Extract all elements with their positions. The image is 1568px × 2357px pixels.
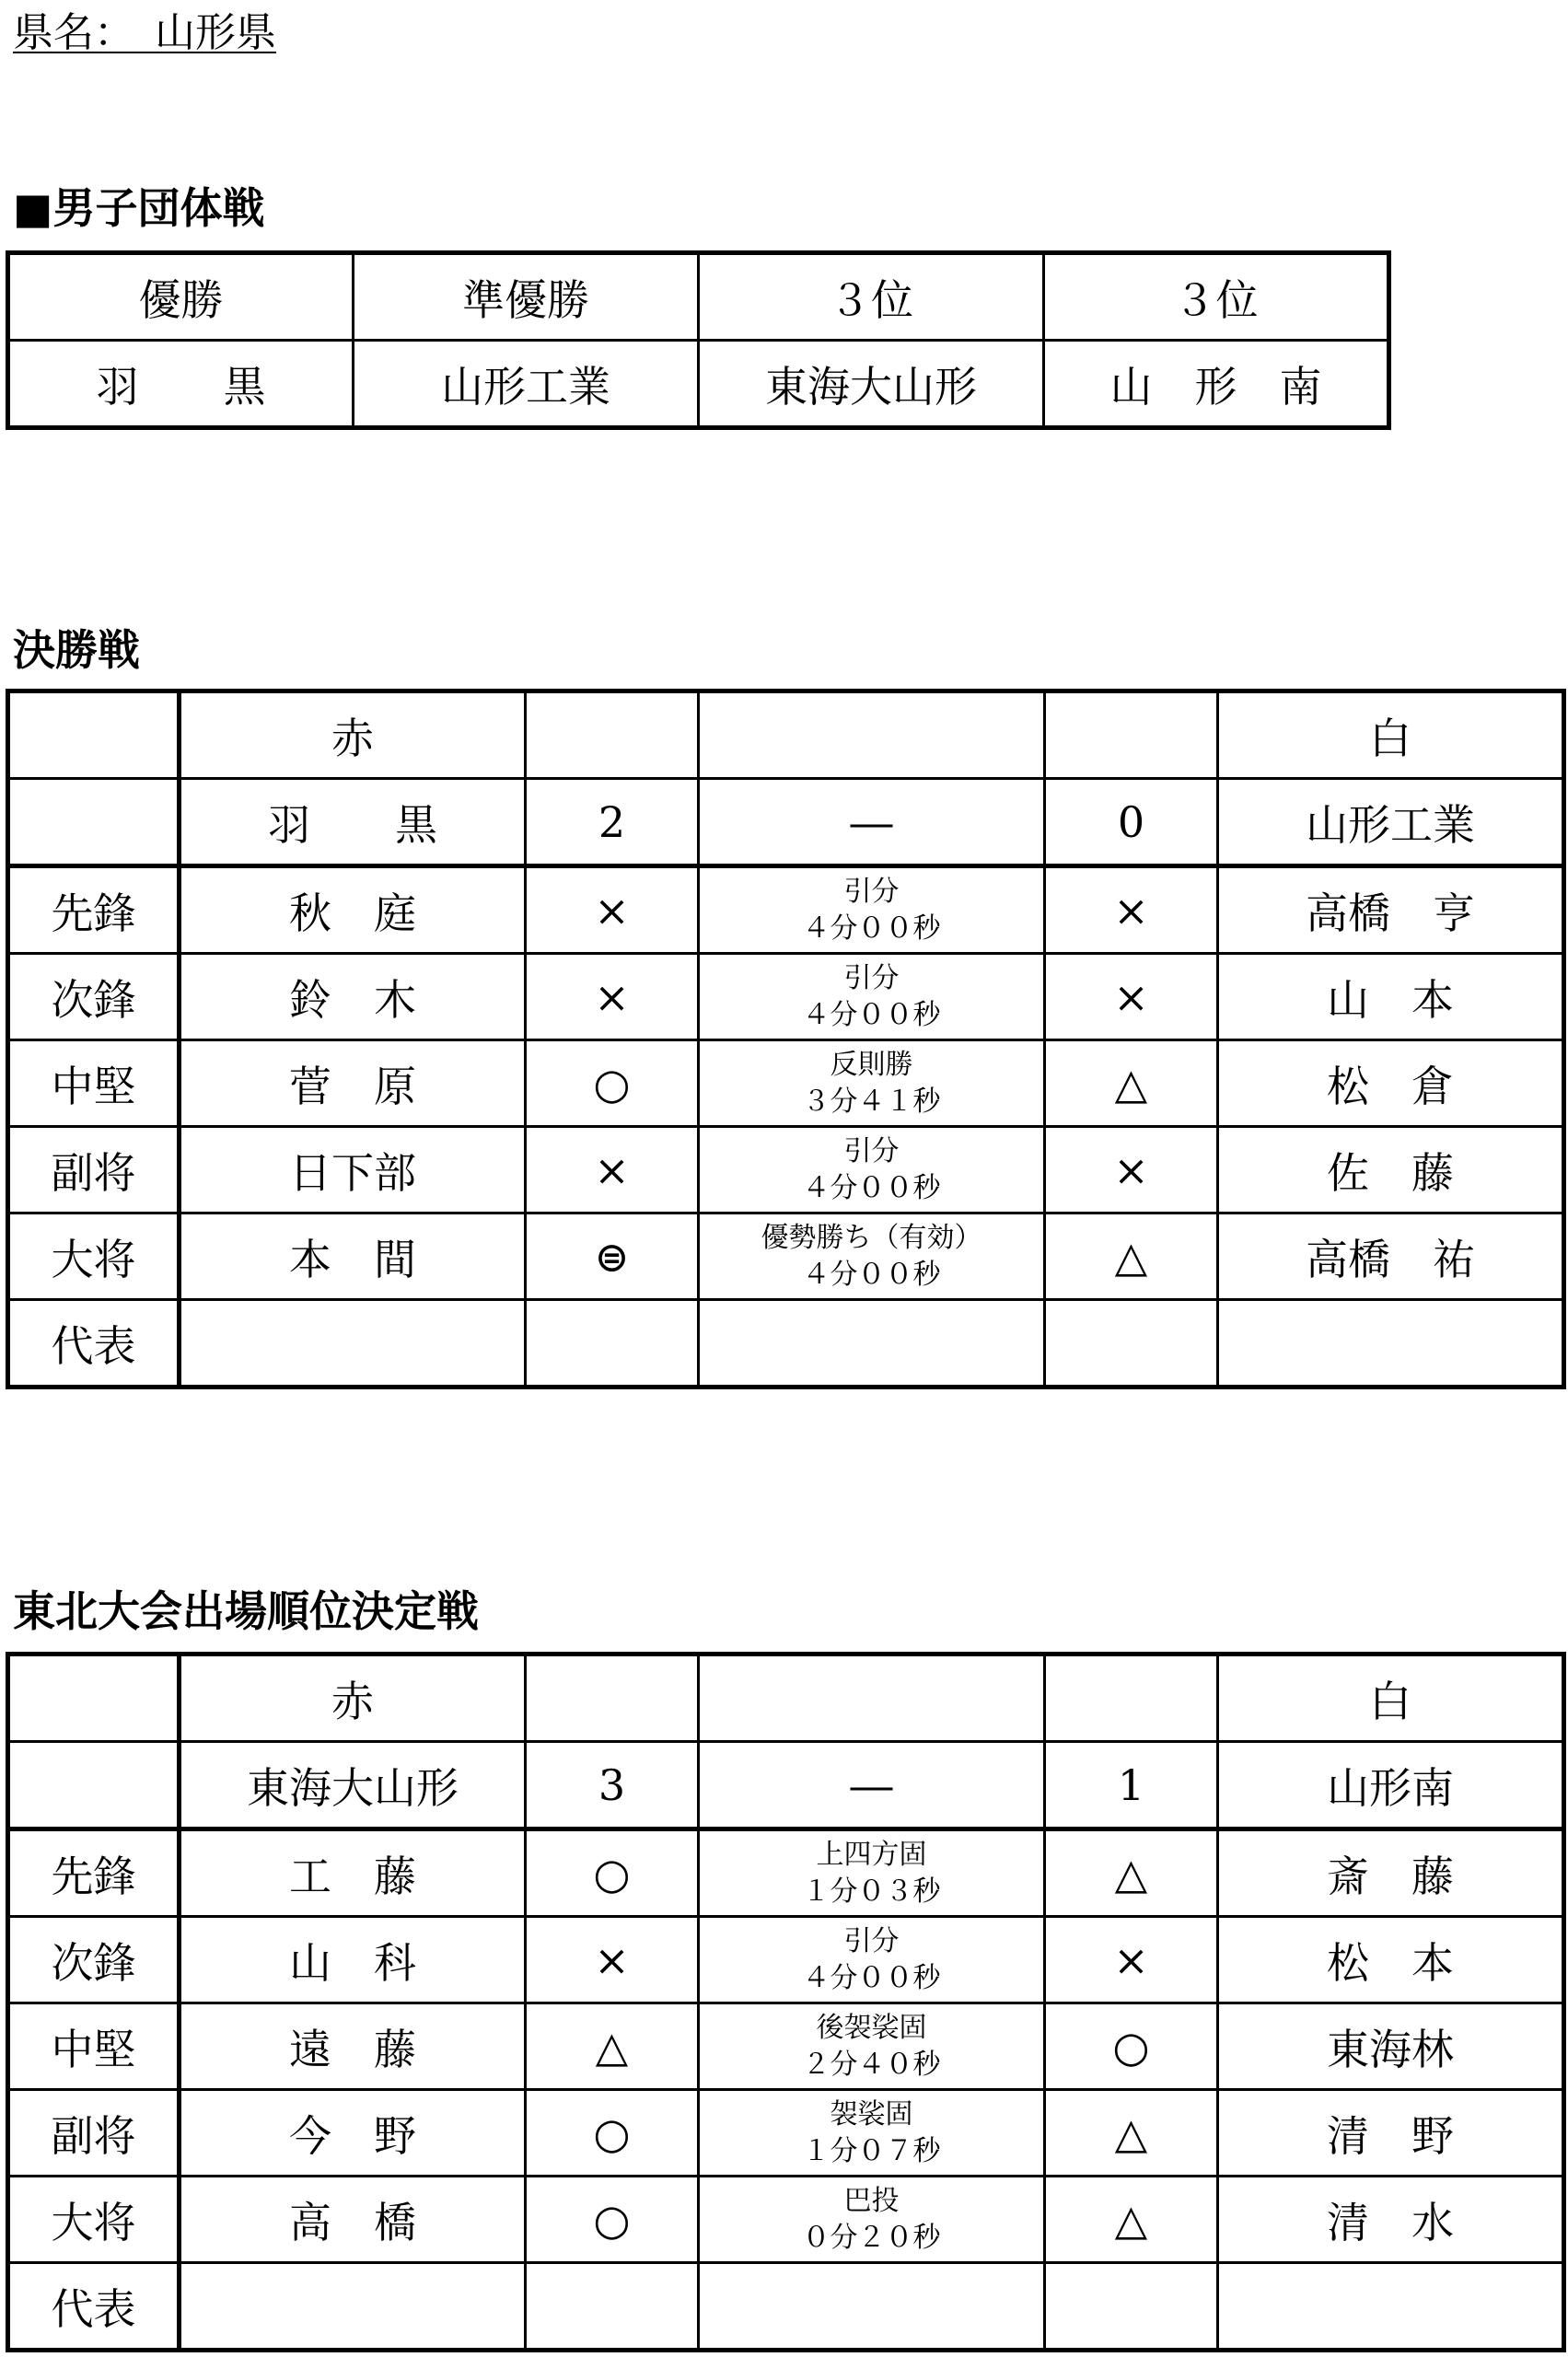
empty-cell (699, 691, 1045, 779)
white-result-mark: △ (1045, 2177, 1218, 2263)
bout-position: 次鋒 (8, 954, 180, 1040)
empty-cell (8, 1742, 180, 1829)
white-label: 白 (1218, 1655, 1564, 1742)
red-player: 鈴 木 (180, 954, 526, 1040)
red-result-mark: ○ (526, 2090, 699, 2177)
bout-result (699, 2003, 1045, 2090)
white-player: 斎 藤 (1218, 1829, 1564, 1917)
bout-position: 先鋒 (8, 1829, 180, 1917)
result-technique: 引分 (843, 1134, 900, 1167)
empty-cell (8, 691, 180, 779)
qualifier-match-table (6, 1652, 1566, 2352)
red-result-mark: △ (526, 2003, 699, 2090)
team-event-heading: ■男子団体戦 (13, 183, 265, 233)
red-label: 赤 (180, 691, 526, 779)
team-third-1: 東海大山形 (699, 341, 1044, 428)
bout-row (8, 1213, 1564, 1300)
team-winner: 羽 黒 (8, 341, 354, 428)
white-result-mark: △ (1045, 1040, 1218, 1127)
bout-result (699, 1040, 1045, 1127)
bout-position: 副将 (8, 2090, 180, 2177)
white-result-mark: △ (1045, 1213, 1218, 1300)
placement-team-row (8, 341, 1389, 428)
red-result-mark (526, 2263, 699, 2351)
team-runner-up: 山形工業 (354, 341, 699, 428)
result-time: ４分００秒 (802, 1961, 941, 1994)
result-technique: 後袈裟固 (816, 2011, 927, 2044)
qualifier-color-row (8, 1655, 1564, 1742)
result-time: ４分００秒 (802, 911, 941, 945)
empty-cell (8, 779, 180, 866)
bout-result (699, 954, 1045, 1040)
bout-row (8, 1829, 1564, 1917)
white-player (1218, 1300, 1564, 1387)
bout-result (699, 2090, 1045, 2177)
white-result-mark: × (1045, 1917, 1218, 2003)
empty-cell (1045, 691, 1218, 779)
result-technique: 上四方固 (816, 1838, 927, 1871)
result-time: １分０３秒 (802, 1875, 941, 1908)
bout-position: 次鋒 (8, 1917, 180, 2003)
red-player: 日下部 (180, 1127, 526, 1213)
result-time: ４分００秒 (802, 1171, 941, 1204)
white-label: 白 (1218, 691, 1564, 779)
result-time: ４分００秒 (802, 998, 941, 1031)
final-team-row (8, 779, 1564, 866)
bout-result (699, 1213, 1045, 1300)
bout-row (8, 1917, 1564, 2003)
bout-row (8, 1127, 1564, 1213)
white-player: 清 野 (1218, 2090, 1564, 2177)
white-score: 0 (1045, 779, 1218, 866)
score-dash: ― (699, 1742, 1045, 1829)
bout-row (8, 866, 1564, 954)
empty-cell (526, 691, 699, 779)
white-player (1218, 2263, 1564, 2351)
result-time: ２分４０秒 (802, 2048, 941, 2081)
red-player: 本 間 (180, 1213, 526, 1300)
result-technique: 優勢勝ち（有効） (761, 1221, 982, 1254)
white-score: 1 (1045, 1742, 1218, 1829)
red-player: 工 藤 (180, 1829, 526, 1917)
bout-position: 先鋒 (8, 866, 180, 954)
white-player: 松 倉 (1218, 1040, 1564, 1127)
bout-result (699, 2177, 1045, 2263)
red-player: 今 野 (180, 2090, 526, 2177)
white-result-mark: △ (1045, 1829, 1218, 1917)
result-technique: 引分 (843, 1924, 900, 1957)
bout-result (699, 1917, 1045, 2003)
bout-result (699, 1300, 1045, 1387)
result-technique: 巴投 (843, 2184, 900, 2217)
white-result-mark: × (1045, 954, 1218, 1040)
red-player: 遠 藤 (180, 2003, 526, 2090)
bout-position: 代表 (8, 1300, 180, 1387)
red-player (180, 2263, 526, 2351)
bout-row (8, 1040, 1564, 1127)
red-result-mark: × (526, 866, 699, 954)
red-player (180, 1300, 526, 1387)
red-team: 東海大山形 (180, 1742, 526, 1829)
red-score: 2 (526, 779, 699, 866)
team-third-2: 山 形 南 (1044, 341, 1389, 428)
result-time: ０分２０秒 (802, 2221, 941, 2254)
placement-header-row (8, 253, 1389, 341)
red-result-mark: ⊜ (526, 1213, 699, 1300)
bout-result (699, 1829, 1045, 1917)
placement-table (6, 250, 1391, 430)
bout-result (699, 2263, 1045, 2351)
result-time: １分０７秒 (802, 2134, 941, 2167)
white-player: 高橋 祐 (1218, 1213, 1564, 1300)
bout-row (8, 1300, 1564, 1387)
result-time: ４分００秒 (802, 1258, 941, 1291)
red-result-mark: ○ (526, 1040, 699, 1127)
white-result-mark: × (1045, 866, 1218, 954)
result-technique: 袈裟固 (830, 2097, 913, 2131)
red-player: 高 橋 (180, 2177, 526, 2263)
white-team: 山形南 (1218, 1742, 1564, 1829)
prefecture-label: 県名： 山形県 (13, 9, 276, 56)
bout-position: 副将 (8, 1127, 180, 1213)
bout-result (699, 1127, 1045, 1213)
white-player: 東海林 (1218, 2003, 1564, 2090)
red-result-mark: ○ (526, 1829, 699, 1917)
result-time: ３分４１秒 (802, 1085, 941, 1118)
result-technique: 引分 (843, 961, 900, 994)
white-result-mark: △ (1045, 2090, 1218, 2177)
header-runner-up: 準優勝 (354, 253, 699, 341)
bout-row (8, 954, 1564, 1040)
red-team: 羽 黒 (180, 779, 526, 866)
qualifier-heading: 東北大会出場順位決定戦 (13, 1586, 479, 1636)
empty-cell (699, 1655, 1045, 1742)
final-color-row (8, 691, 1564, 779)
empty-cell (1045, 1655, 1218, 1742)
header-winner: 優勝 (8, 253, 354, 341)
empty-cell (8, 1655, 180, 1742)
white-result-mark (1045, 2263, 1218, 2351)
result-technique: 引分 (843, 875, 900, 908)
white-player: 山 本 (1218, 954, 1564, 1040)
white-player: 松 本 (1218, 1917, 1564, 2003)
bout-row (8, 2263, 1564, 2351)
bout-position: 中堅 (8, 1040, 180, 1127)
bout-result (699, 866, 1045, 954)
red-result-mark (526, 1300, 699, 1387)
result-technique: 反則勝 (830, 1048, 913, 1081)
header-third-2: ３位 (1044, 253, 1389, 341)
red-player: 菅 原 (180, 1040, 526, 1127)
red-result-mark: × (526, 1127, 699, 1213)
bout-row (8, 2177, 1564, 2263)
bout-row (8, 2003, 1564, 2090)
red-result-mark: × (526, 954, 699, 1040)
white-player: 高橋 亨 (1218, 866, 1564, 954)
bout-position: 大将 (8, 1213, 180, 1300)
empty-cell (526, 1655, 699, 1742)
bout-position: 中堅 (8, 2003, 180, 2090)
red-result-mark: × (526, 1917, 699, 2003)
qualifier-team-row (8, 1742, 1564, 1829)
bout-row (8, 2090, 1564, 2177)
score-dash: ― (699, 779, 1045, 866)
red-player: 秋 庭 (180, 866, 526, 954)
white-player: 佐 藤 (1218, 1127, 1564, 1213)
white-result-mark: ○ (1045, 2003, 1218, 2090)
final-heading: 決勝戦 (13, 625, 140, 675)
red-player: 山 科 (180, 1917, 526, 2003)
bout-position: 代表 (8, 2263, 180, 2351)
final-match-table (6, 689, 1566, 1389)
white-result-mark (1045, 1300, 1218, 1387)
red-score: 3 (526, 1742, 699, 1829)
white-team: 山形工業 (1218, 779, 1564, 866)
white-result-mark: × (1045, 1127, 1218, 1213)
header-third-1: ３位 (699, 253, 1044, 341)
red-label: 赤 (180, 1655, 526, 1742)
red-result-mark: ○ (526, 2177, 699, 2263)
bout-position: 大将 (8, 2177, 180, 2263)
white-player: 清 水 (1218, 2177, 1564, 2263)
